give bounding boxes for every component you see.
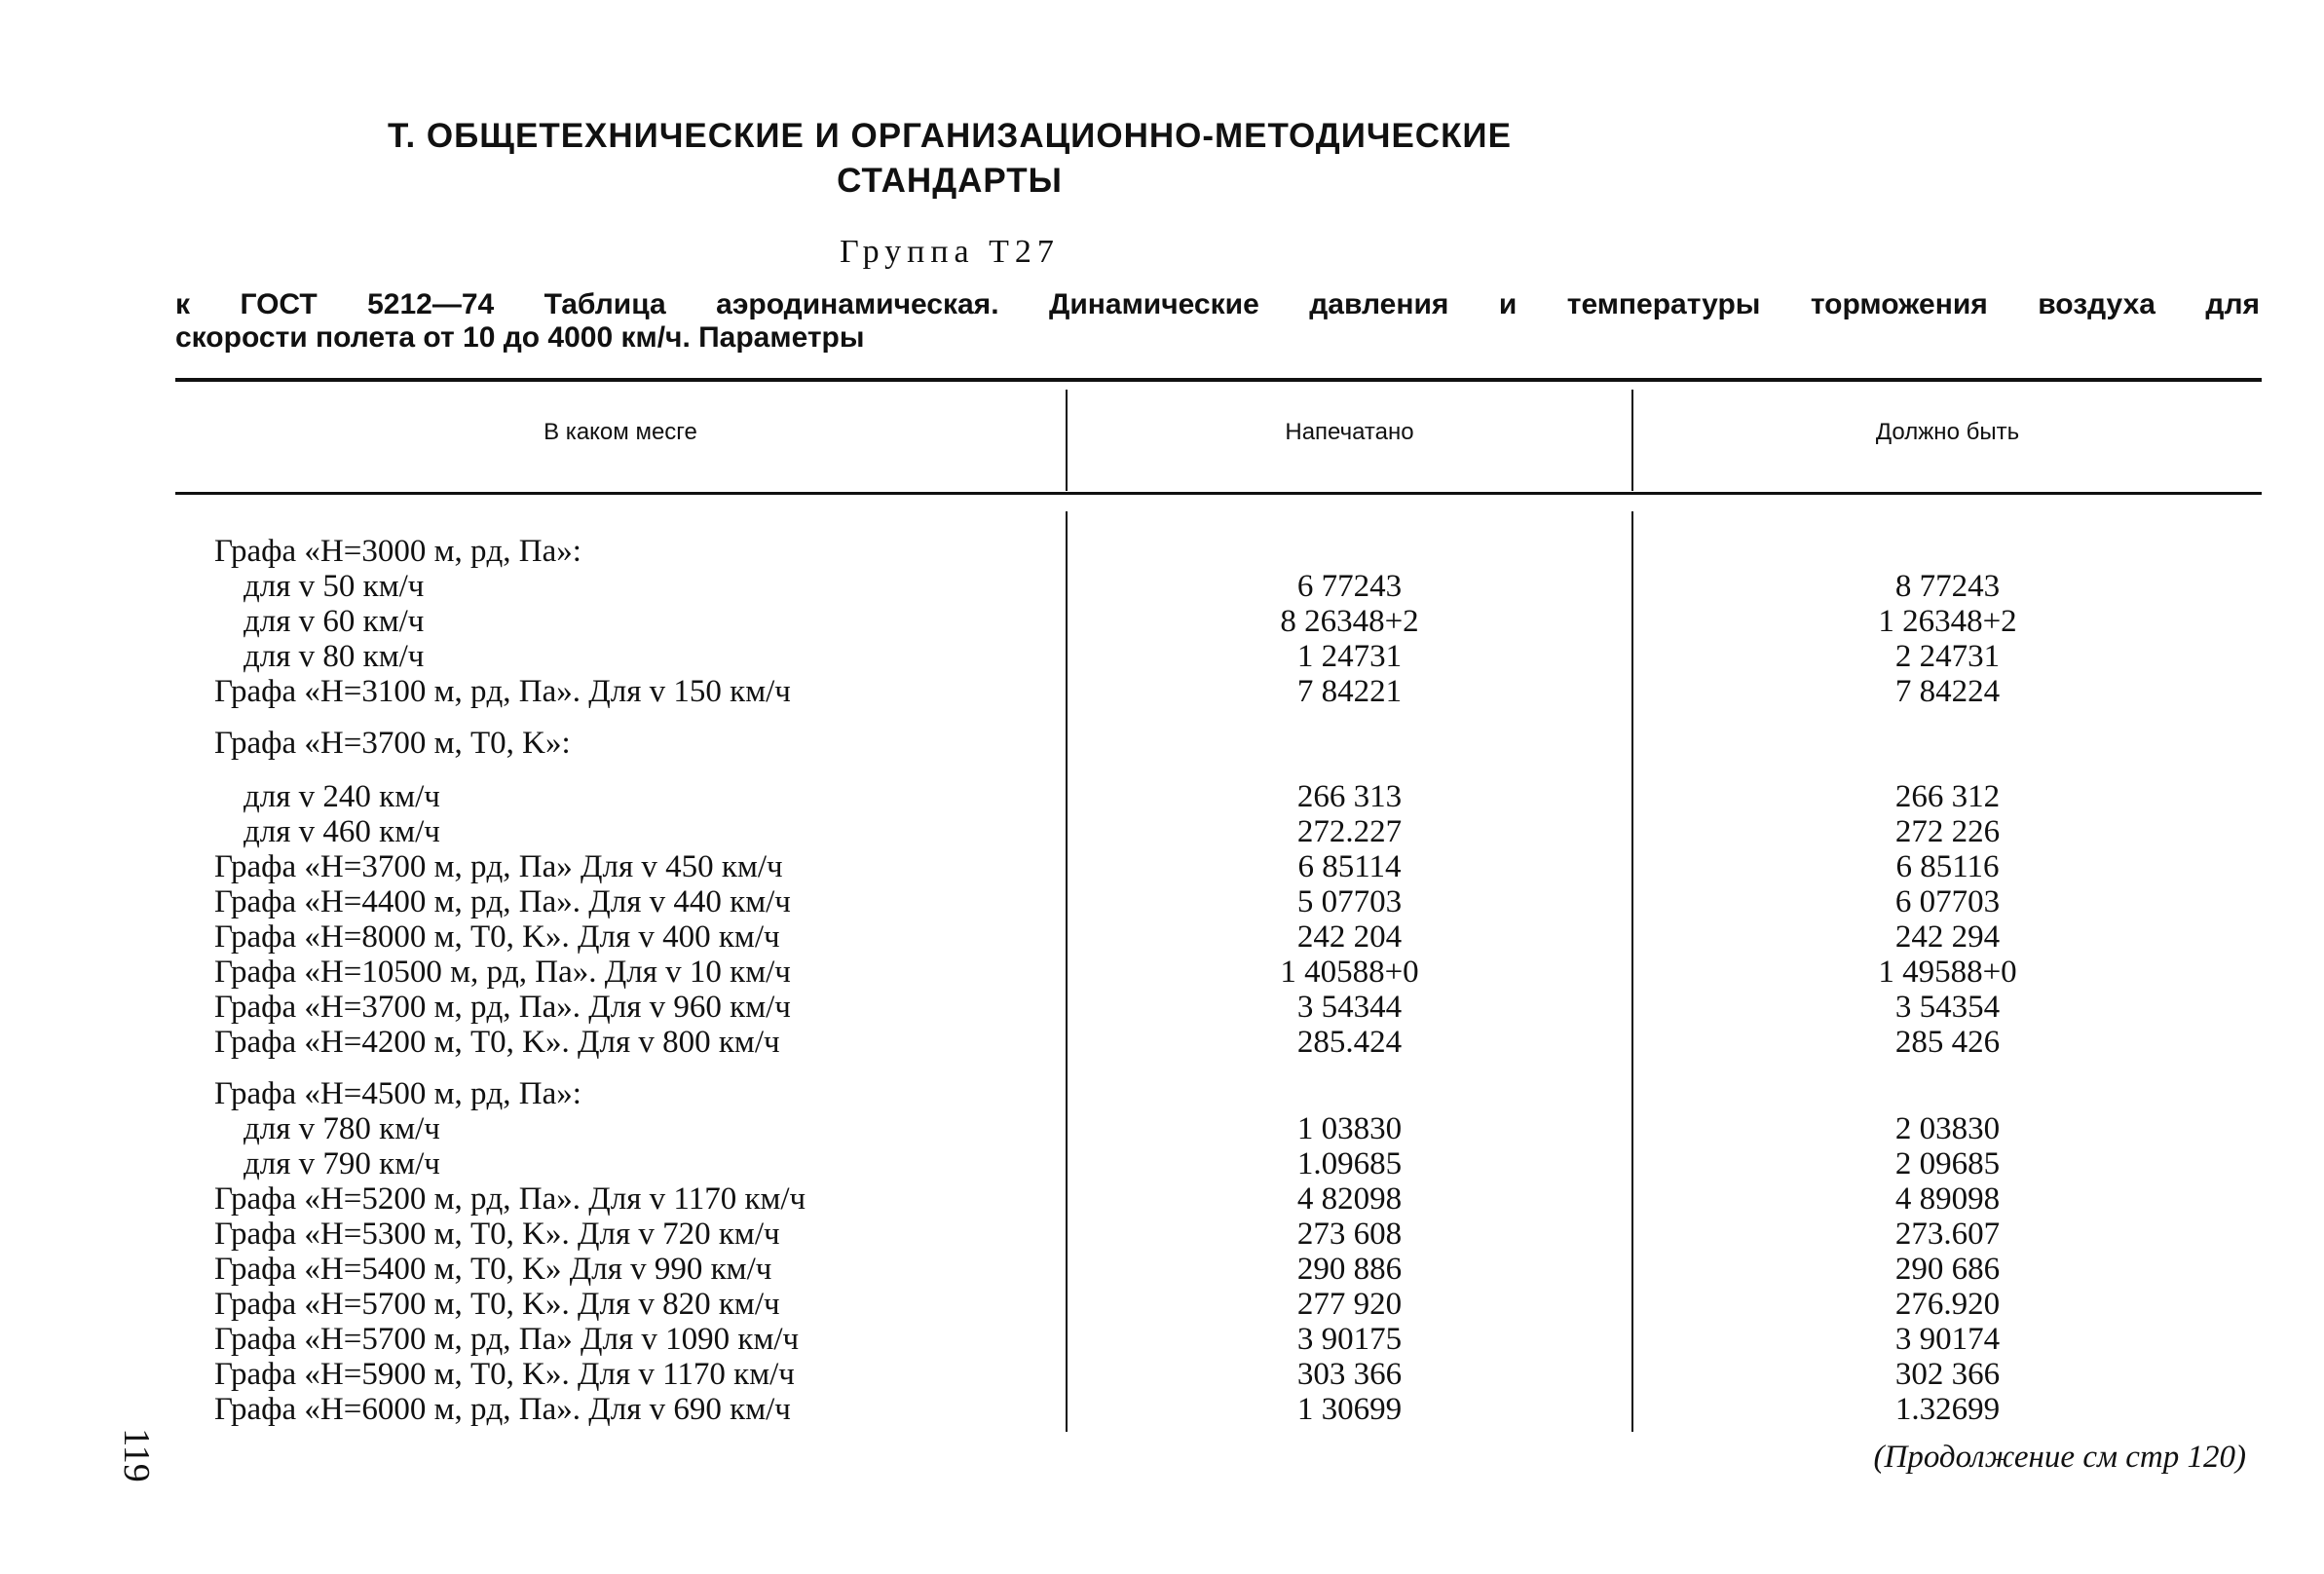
cell-correct: 1 49588+0 xyxy=(1878,955,2017,990)
cell-correct: 6 85116 xyxy=(1895,849,2000,884)
cell-place: для v 790 км/ч xyxy=(244,1146,440,1181)
section-title-continued: СТАНДАРТЫ xyxy=(837,162,1063,200)
table-row xyxy=(0,1252,2324,1287)
table-row xyxy=(0,674,2324,709)
continuation-note: (Продолжение см стр 120) xyxy=(1873,1440,2246,1475)
section-title: Т. ОБЩЕТЕХНИЧЕСКИЕ И ОРГАНИЗАЦИОННО-МЕТОДИЧЕСКИЕ xyxy=(388,117,1512,155)
table-row xyxy=(0,849,2324,884)
column-header-correct: Должно быть xyxy=(1875,419,2020,445)
cell-printed: 4 82098 xyxy=(1296,1181,1403,1217)
table-row xyxy=(0,639,2324,674)
cell-place: для v 60 км/ч xyxy=(244,604,425,639)
cell-place: для v 780 км/ч xyxy=(244,1111,440,1146)
cell-place: для v 240 км/ч xyxy=(244,779,440,814)
cell-correct: 3 54354 xyxy=(1894,990,2001,1025)
table-row xyxy=(0,919,2324,955)
cell-printed: 290 886 xyxy=(1296,1252,1403,1287)
cell-correct: 4 89098 xyxy=(1894,1181,2001,1217)
cell-place: Графа «H=5300 м, T0, K». Для v 720 км/ч xyxy=(214,1217,780,1252)
cell-printed: 266 313 xyxy=(1296,779,1403,814)
cell-correct: 2 24731 xyxy=(1894,639,2001,674)
cell-place: Графа «H=5400 м, T0, K» Для v 990 км/ч xyxy=(214,1252,772,1287)
column-header-place: В каком месге xyxy=(544,419,697,445)
cell-place: для v 460 км/ч xyxy=(244,814,440,849)
cell-printed: 1.09685 xyxy=(1296,1146,1403,1181)
cell-correct: 8 77243 xyxy=(1894,569,2001,604)
amendment-title-continued: скорости полета от 10 до 4000 км/ч. Параметры xyxy=(175,321,865,354)
cell-correct: 2 09685 xyxy=(1894,1146,2001,1181)
cell-correct: 302 366 xyxy=(1894,1357,2001,1392)
cell-place: Графа «H=3700 м, T0, K»: xyxy=(214,726,571,761)
cell-place: Графа «H=8000 м, T0, K». Для v 400 км/ч xyxy=(214,919,780,955)
cell-correct: 273.607 xyxy=(1894,1217,2001,1252)
cell-printed: 1 40588+0 xyxy=(1280,955,1419,990)
cell-correct: 242 294 xyxy=(1894,919,2001,955)
cell-place: Графа «H=4200 м, T0, K». Для v 800 км/ч xyxy=(214,1025,780,1060)
cell-printed: 5 07703 xyxy=(1296,884,1403,919)
cell-printed: 6 77243 xyxy=(1296,569,1403,604)
page-number: 119 xyxy=(115,1428,157,1482)
cell-printed: 6 85114 xyxy=(1297,849,1402,884)
table-row xyxy=(0,1287,2324,1322)
cell-correct: 1 26348+2 xyxy=(1878,604,2017,639)
cell-correct: 7 84224 xyxy=(1894,674,2001,709)
cell-correct: 6 07703 xyxy=(1894,884,2001,919)
cell-printed: 285.424 xyxy=(1296,1025,1403,1060)
table-row xyxy=(0,1076,2324,1111)
cell-place: Графа «H=10500 м, pд, Па». Для v 10 км/ч xyxy=(214,955,791,990)
cell-place: Графа «H=4500 м, pд, Па»: xyxy=(214,1076,581,1111)
cell-place: Графа «H=4400 м, pд, Па». Для v 440 км/ч xyxy=(214,884,791,919)
cell-place: для v 80 км/ч xyxy=(244,639,425,674)
cell-correct: 290 686 xyxy=(1894,1252,2001,1287)
cell-printed: 1 24731 xyxy=(1296,639,1403,674)
cell-printed: 8 26348+2 xyxy=(1280,604,1419,639)
cell-correct: 1.32699 xyxy=(1894,1392,2001,1427)
table-row xyxy=(0,1181,2324,1217)
table-row xyxy=(0,534,2324,569)
table-row xyxy=(0,726,2324,761)
cell-printed: 7 84221 xyxy=(1296,674,1403,709)
cell-printed: 303 366 xyxy=(1296,1357,1403,1392)
table-row xyxy=(0,1392,2324,1427)
column-header-printed: Напечатано xyxy=(1285,419,1414,445)
table-row xyxy=(0,779,2324,814)
table-row xyxy=(0,1111,2324,1146)
table-row xyxy=(0,569,2324,604)
cell-printed: 277 920 xyxy=(1296,1287,1403,1322)
table-top-rule xyxy=(175,378,2262,382)
cell-correct: 276.920 xyxy=(1894,1287,2001,1322)
table-row xyxy=(0,1322,2324,1357)
cell-place: Графа «H=6000 м, pд, Па». Для v 690 км/ч xyxy=(214,1392,791,1427)
cell-printed: 272.227 xyxy=(1296,814,1403,849)
cell-place: для v 50 км/ч xyxy=(244,569,425,604)
cell-correct: 272 226 xyxy=(1894,814,2001,849)
cell-correct: 266 312 xyxy=(1894,779,2001,814)
cell-correct: 2 03830 xyxy=(1894,1111,2001,1146)
cell-place: Графа «H=3700 м, pд, Па» Для v 450 км/ч xyxy=(214,849,783,884)
table-row xyxy=(0,990,2324,1025)
table-header-rule xyxy=(175,492,2262,495)
cell-place: Графа «H=3700 м, pд, Па». Для v 960 км/ч xyxy=(214,990,791,1025)
cell-place: Графа «H=5700 м, T0, K». Для v 820 км/ч xyxy=(214,1287,780,1322)
cell-place: Графа «H=5700 м, pд, Па» Для v 1090 км/ч xyxy=(214,1322,800,1357)
table-row xyxy=(0,884,2324,919)
group-label: Группа Т27 xyxy=(840,234,1060,270)
amendment-title: к ГОСТ 5212—74 Таблица аэродинамическая. Динамические давления и температуры торможения воздуха для xyxy=(175,288,2260,320)
cell-place: Графа «H=5200 м, pд, Па». Для v 1170 км/ч xyxy=(214,1181,806,1217)
table-row xyxy=(0,955,2324,990)
table-row xyxy=(0,814,2324,849)
cell-correct: 285 426 xyxy=(1894,1025,2001,1060)
cell-correct: 3 90174 xyxy=(1894,1322,2001,1357)
cell-place: Графа «H=3100 м, pд, Па». Для v 150 км/ч xyxy=(214,674,791,709)
table-row xyxy=(0,1217,2324,1252)
table-row xyxy=(0,1025,2324,1060)
cell-place: Графа «H=3000 м, pд, Па»: xyxy=(214,534,581,569)
table-row xyxy=(0,604,2324,639)
cell-printed: 1 30699 xyxy=(1296,1392,1403,1427)
cell-printed: 3 54344 xyxy=(1296,990,1403,1025)
cell-printed: 3 90175 xyxy=(1296,1322,1403,1357)
table-row xyxy=(0,1146,2324,1181)
cell-printed: 273 608 xyxy=(1296,1217,1403,1252)
cell-printed: 1 03830 xyxy=(1296,1111,1403,1146)
cell-printed: 242 204 xyxy=(1296,919,1403,955)
table-row xyxy=(0,1357,2324,1392)
cell-place: Графа «H=5900 м, T0, K». Для v 1170 км/ч xyxy=(214,1357,795,1392)
